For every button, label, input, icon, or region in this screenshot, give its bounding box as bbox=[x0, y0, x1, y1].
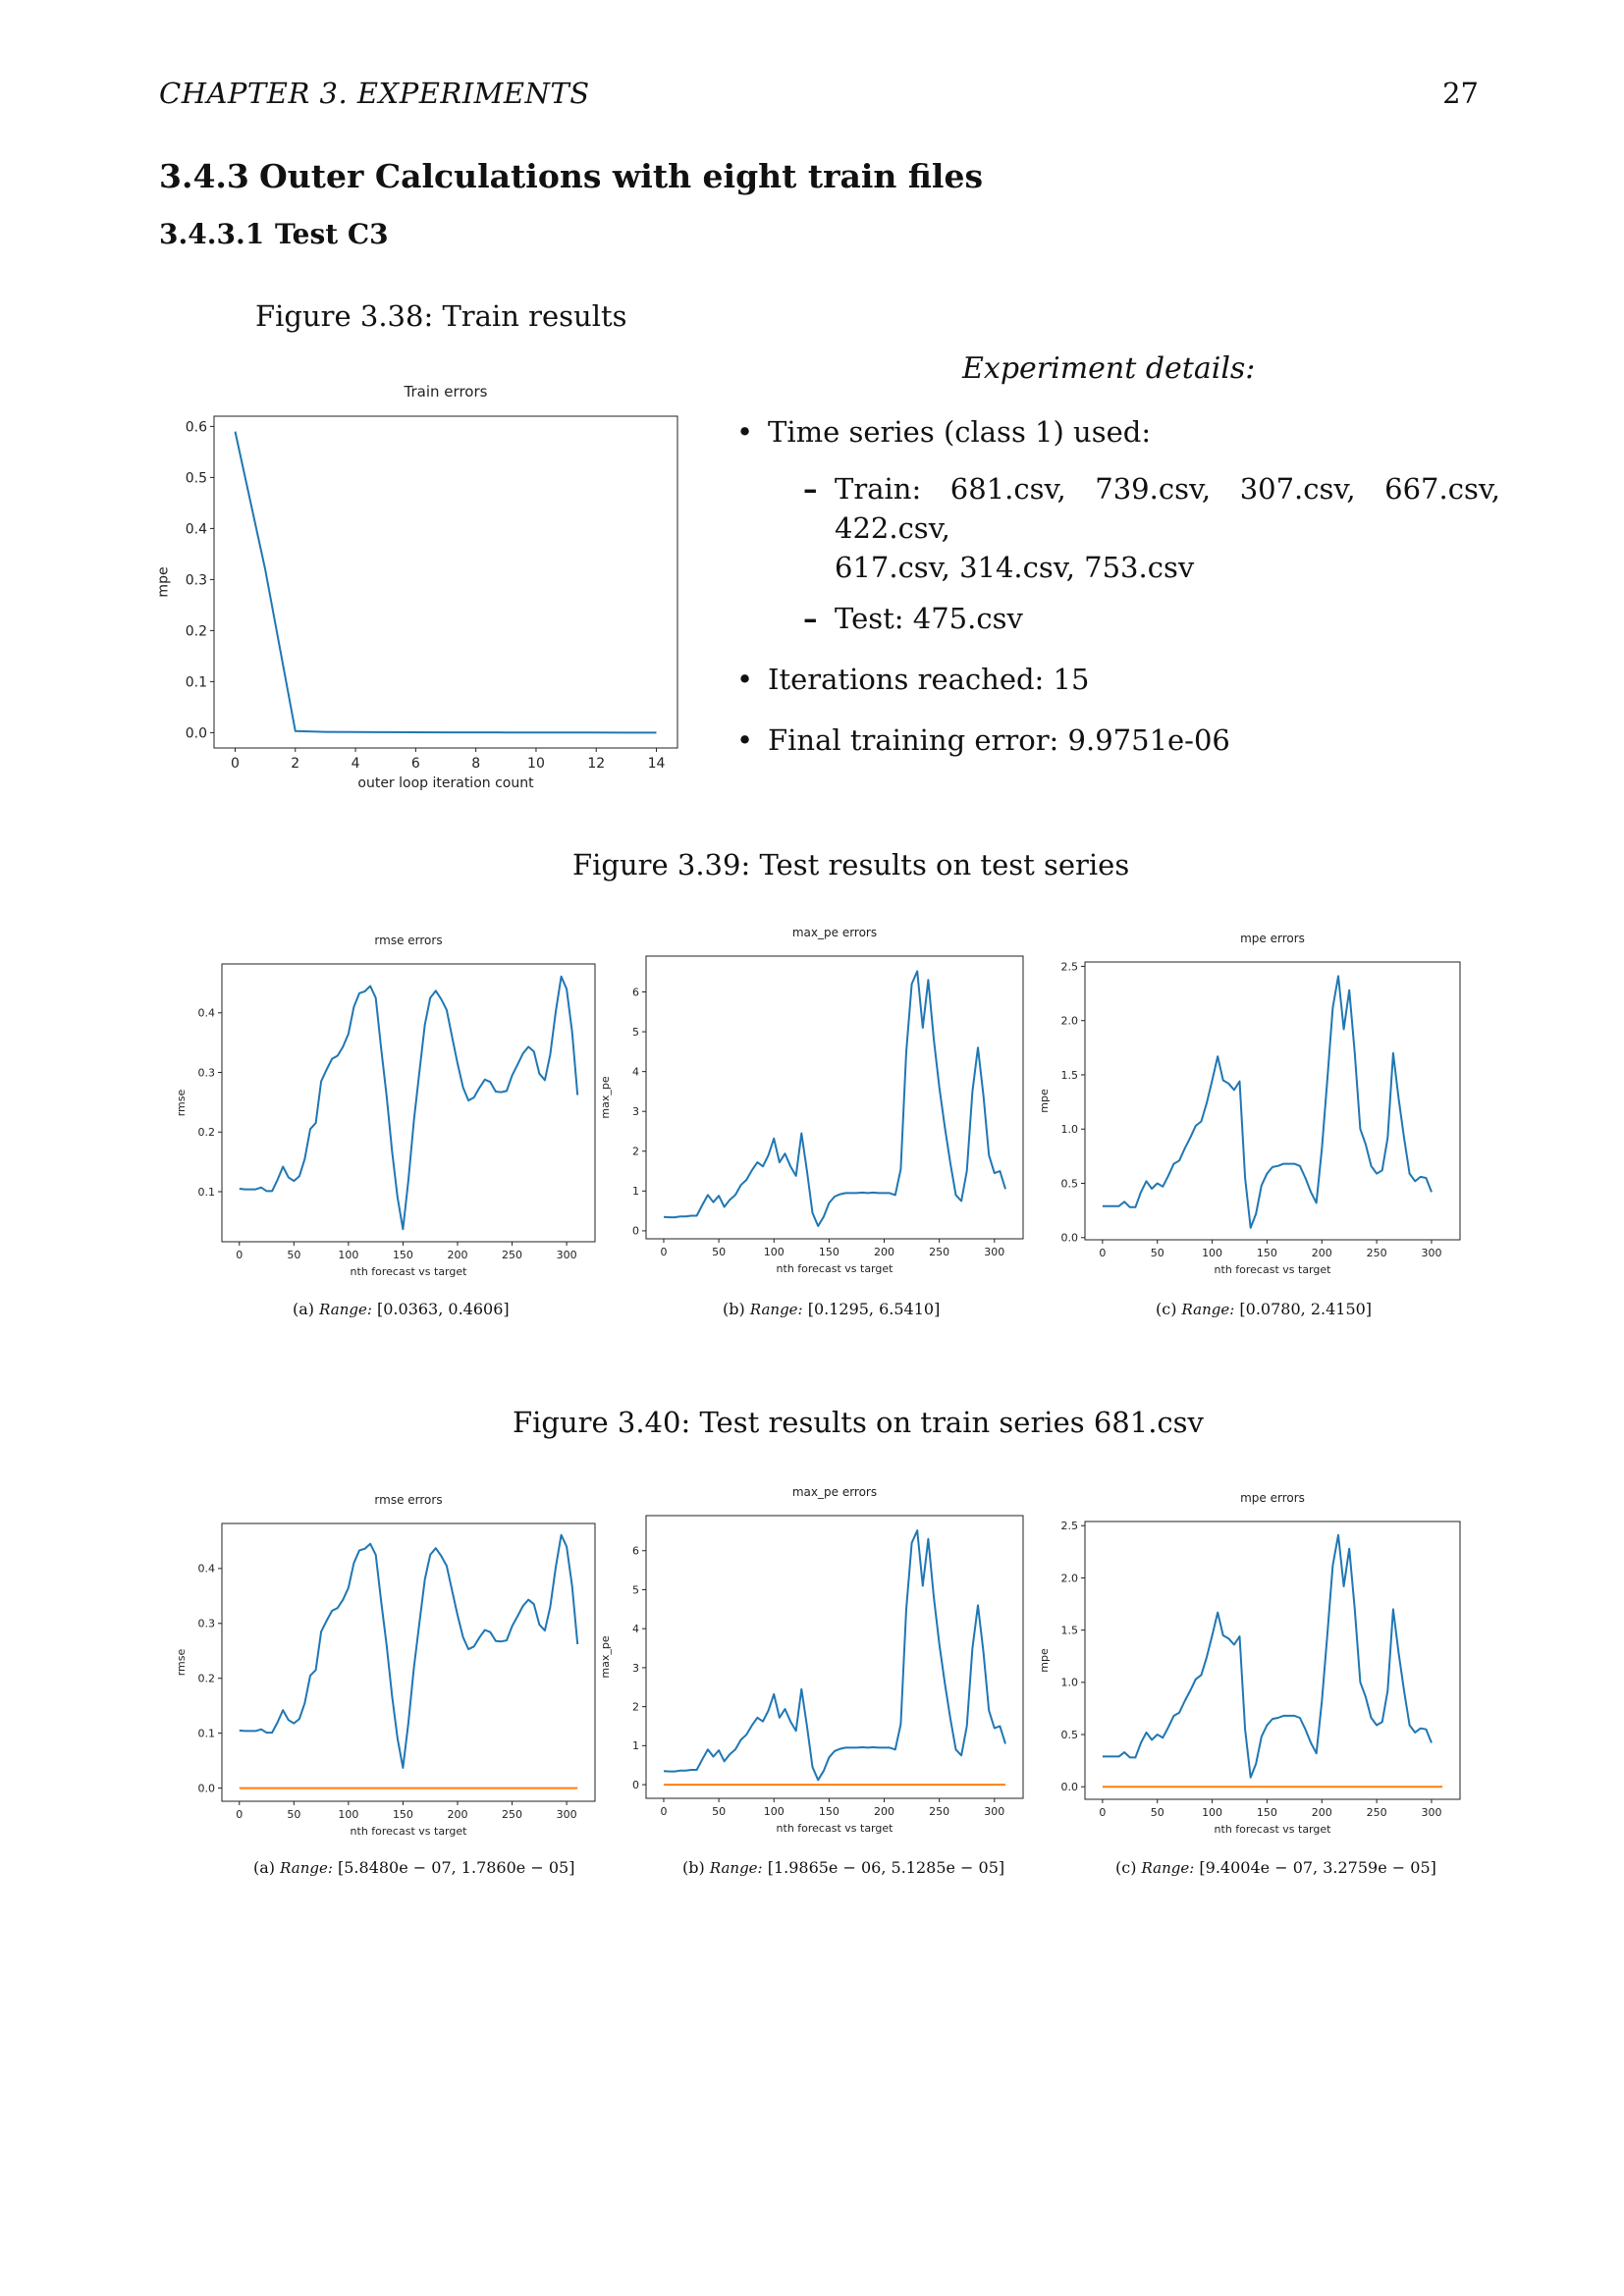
subcaption-range: [9.4004e − 07, 3.2759e − 05] bbox=[1199, 1858, 1436, 1877]
x-tick-label: 6 bbox=[410, 756, 420, 772]
subcaption-label: (c) bbox=[1156, 1300, 1177, 1318]
y-axis-label: mpe bbox=[1037, 1089, 1051, 1113]
x-tick-label: 0 bbox=[1099, 1806, 1107, 1819]
subcaption-range: [0.1295, 6.5410] bbox=[807, 1300, 941, 1318]
subcaption-label: (a) bbox=[293, 1300, 315, 1318]
subcaption-train-c bbox=[1115, 1858, 1436, 1877]
x-tick-label: 300 bbox=[984, 1805, 1005, 1818]
y-tick-label: 6 bbox=[632, 1544, 639, 1558]
subcaption-range-word: Range: bbox=[749, 1301, 803, 1318]
x-tick-label: 250 bbox=[502, 1249, 523, 1261]
x-tick-label: 100 bbox=[1202, 1806, 1223, 1819]
x-tick-label: 8 bbox=[471, 756, 481, 772]
x-tick-label: 50 bbox=[712, 1246, 727, 1258]
x-tick-label: 150 bbox=[818, 1246, 839, 1258]
subcaption-range: [0.0363, 0.4606] bbox=[377, 1300, 510, 1318]
subcaption-range-word: Range: bbox=[280, 1859, 333, 1877]
subcaption-train-b bbox=[682, 1858, 1004, 1877]
train681-maxpe-chart bbox=[599, 1470, 1031, 1839]
train681-mpe-chart bbox=[1036, 1477, 1468, 1845]
section-number: 3.4.3 bbox=[159, 157, 249, 195]
test-mpe-chart bbox=[1036, 918, 1468, 1286]
subcaption-label: (b) bbox=[723, 1300, 745, 1318]
y-tick-label: 1 bbox=[632, 1739, 639, 1753]
x-axis-label: nth forecast vs target bbox=[1214, 1263, 1331, 1276]
subcaption-range-word: Range: bbox=[1181, 1301, 1235, 1318]
subsection-heading bbox=[159, 218, 389, 250]
y-axis-label: max_pe bbox=[598, 1076, 612, 1119]
x-tick-label: 0 bbox=[660, 1805, 668, 1818]
series-label: Time series (class 1) used: bbox=[768, 415, 1152, 449]
y-tick-label: 0.5 bbox=[1060, 1177, 1078, 1191]
experiment-details-title: Experiment details: bbox=[962, 351, 1256, 386]
y-tick-label: 0.3 bbox=[197, 1066, 215, 1080]
running-head: CHAPTER 3. EXPERIMENTS bbox=[159, 77, 590, 110]
series-line bbox=[1103, 976, 1432, 1227]
series-sublist bbox=[768, 469, 1500, 638]
subcaption-range-word: Range: bbox=[1141, 1859, 1195, 1877]
x-tick-label: 150 bbox=[1256, 1247, 1277, 1259]
y-tick-label: 2.5 bbox=[1060, 1520, 1078, 1533]
x-tick-label: 0 bbox=[236, 1808, 244, 1821]
x-tick-label: 200 bbox=[447, 1808, 468, 1821]
subcaption-range: [1.9865e − 06, 5.1285e − 05] bbox=[767, 1858, 1005, 1877]
y-tick-label: 0.4 bbox=[197, 1006, 215, 1020]
y-tick-label: 3 bbox=[632, 1105, 639, 1119]
x-tick-label: 100 bbox=[338, 1249, 359, 1261]
x-tick-label: 300 bbox=[1421, 1247, 1442, 1259]
experiment-details-list bbox=[734, 412, 1500, 781]
x-tick-label: 50 bbox=[287, 1808, 301, 1821]
x-tick-label: 0 bbox=[236, 1249, 244, 1261]
y-tick-label: 0.4 bbox=[197, 1562, 215, 1575]
x-tick-label: 300 bbox=[1421, 1806, 1442, 1819]
x-tick-label: 150 bbox=[818, 1805, 839, 1818]
x-tick-label: 150 bbox=[392, 1808, 413, 1821]
chart-title: max_pe errors bbox=[791, 1485, 878, 1499]
y-tick-label: 0.5 bbox=[185, 470, 207, 487]
plot-frame bbox=[222, 964, 595, 1242]
subcaption-train-a bbox=[253, 1858, 574, 1877]
x-tick-label: 12 bbox=[587, 756, 606, 772]
subcaption-range-word: Range: bbox=[709, 1859, 763, 1877]
section-title: Outer Calculations with eight train files bbox=[259, 157, 984, 195]
y-tick-label: 0.0 bbox=[185, 725, 207, 742]
y-axis-label: rmse bbox=[174, 1648, 188, 1677]
y-tick-label: 2.0 bbox=[1060, 1014, 1078, 1028]
plot-frame bbox=[1085, 1522, 1460, 1799]
subcaption-range-word: Range: bbox=[319, 1301, 372, 1318]
subcaption-range: [0.0780, 2.4150] bbox=[1239, 1300, 1373, 1318]
x-tick-label: 200 bbox=[447, 1249, 468, 1261]
train-errors-chart bbox=[157, 363, 687, 815]
y-tick-label: 4 bbox=[632, 1065, 639, 1079]
subcaption-label: (a) bbox=[253, 1858, 276, 1877]
y-axis-label: max_pe bbox=[598, 1635, 612, 1679]
chart-title: mpe errors bbox=[1240, 932, 1305, 945]
chart-title: rmse errors bbox=[374, 1493, 443, 1507]
series-line bbox=[664, 1530, 1005, 1780]
x-tick-label: 0 bbox=[1099, 1247, 1107, 1259]
x-tick-label: 300 bbox=[984, 1246, 1005, 1258]
x-tick-label: 200 bbox=[874, 1805, 895, 1818]
subcaption-test-a bbox=[293, 1300, 510, 1318]
x-tick-label: 250 bbox=[1366, 1806, 1387, 1819]
y-tick-label: 1.5 bbox=[1060, 1068, 1078, 1082]
train-files-line2: 617.csv, 314.csv, 753.csv bbox=[835, 551, 1195, 584]
y-tick-label: 2.0 bbox=[1060, 1572, 1078, 1585]
y-tick-label: 0.0 bbox=[197, 1782, 215, 1795]
figure-caption-test: Figure 3.39: Test results on test series bbox=[572, 848, 1130, 881]
detail-iterations: • Iterations reached: 15 bbox=[734, 660, 1500, 699]
x-axis-label: nth forecast vs target bbox=[350, 1825, 467, 1838]
plot-frame bbox=[646, 1516, 1023, 1798]
series-line bbox=[236, 432, 657, 733]
x-axis-label: nth forecast vs target bbox=[1214, 1823, 1331, 1836]
subcaption-test-c bbox=[1156, 1300, 1372, 1318]
y-tick-label: 4 bbox=[632, 1623, 639, 1636]
chart-title: Train errors bbox=[404, 383, 488, 400]
section-heading bbox=[159, 157, 983, 195]
subsection-title: Test C3 bbox=[275, 218, 389, 250]
detail-series bbox=[734, 412, 1500, 638]
x-axis-label: nth forecast vs target bbox=[776, 1822, 893, 1835]
y-axis-label: mpe bbox=[155, 566, 172, 598]
x-tick-label: 250 bbox=[929, 1805, 950, 1818]
train-files-item bbox=[768, 469, 1500, 587]
x-axis-label: nth forecast vs target bbox=[776, 1262, 893, 1275]
x-tick-label: 250 bbox=[502, 1808, 523, 1821]
plot-frame bbox=[222, 1523, 595, 1801]
x-tick-label: 100 bbox=[1202, 1247, 1223, 1259]
y-tick-label: 0.3 bbox=[185, 572, 207, 589]
figure-caption-train: Figure 3.38: Train results bbox=[255, 299, 627, 333]
y-tick-label: 0.1 bbox=[185, 674, 207, 691]
y-tick-label: 5 bbox=[632, 1025, 639, 1039]
y-tick-label: 3 bbox=[632, 1661, 639, 1675]
x-tick-label: 50 bbox=[712, 1805, 727, 1818]
plot-frame bbox=[214, 416, 677, 748]
figure-caption-train-series: Figure 3.40: Test results on train series 681.csv bbox=[513, 1406, 1204, 1439]
x-tick-label: 200 bbox=[1311, 1247, 1332, 1259]
y-axis-label: rmse bbox=[174, 1089, 188, 1117]
y-tick-label: 1 bbox=[632, 1185, 639, 1199]
series-line bbox=[240, 1535, 577, 1768]
y-tick-label: 1.0 bbox=[1060, 1123, 1078, 1137]
y-tick-label: 0.2 bbox=[185, 623, 207, 640]
x-tick-label: 0 bbox=[230, 756, 240, 772]
page-number: 27 bbox=[1442, 77, 1479, 110]
test-rmse-chart bbox=[167, 918, 599, 1286]
x-tick-label: 100 bbox=[763, 1246, 785, 1258]
train681-rmse-chart bbox=[167, 1477, 599, 1845]
test-file-item: – Test: 475.csv bbox=[768, 599, 1500, 638]
y-tick-label: 0.5 bbox=[1060, 1728, 1078, 1741]
y-tick-label: 2 bbox=[632, 1700, 639, 1714]
subcaption-label: (b) bbox=[682, 1858, 705, 1877]
x-tick-label: 50 bbox=[287, 1249, 301, 1261]
series-line bbox=[240, 977, 577, 1229]
y-tick-label: 5 bbox=[632, 1583, 639, 1597]
x-tick-label: 300 bbox=[556, 1808, 577, 1821]
series-line bbox=[664, 971, 1005, 1226]
x-tick-label: 150 bbox=[1256, 1806, 1277, 1819]
train-files-line1: Train: 681.csv, 739.csv, 307.csv, 667.csv, 422.csv, bbox=[835, 472, 1500, 545]
x-tick-label: 150 bbox=[392, 1249, 413, 1261]
y-tick-label: 0.2 bbox=[197, 1126, 215, 1140]
y-tick-label: 0 bbox=[632, 1778, 639, 1791]
test-maxpe-chart bbox=[599, 911, 1031, 1279]
chart-title: max_pe errors bbox=[791, 926, 878, 939]
x-tick-label: 0 bbox=[660, 1246, 668, 1258]
subcaption-range: [5.8480e − 07, 1.7860e − 05] bbox=[338, 1858, 575, 1877]
x-tick-label: 250 bbox=[1366, 1247, 1387, 1259]
x-tick-label: 50 bbox=[1150, 1247, 1164, 1259]
x-tick-label: 10 bbox=[527, 756, 545, 772]
x-tick-label: 200 bbox=[1311, 1806, 1332, 1819]
y-tick-label: 1.5 bbox=[1060, 1624, 1078, 1637]
detail-final-error: • Final training error: 9.9751e-06 bbox=[734, 721, 1500, 760]
x-axis-label: outer loop iteration count bbox=[357, 775, 534, 791]
x-tick-label: 4 bbox=[351, 756, 360, 772]
subcaption-label: (c) bbox=[1115, 1858, 1137, 1877]
y-tick-label: 6 bbox=[632, 986, 639, 999]
y-tick-label: 0.1 bbox=[197, 1727, 215, 1740]
y-tick-label: 1.0 bbox=[1060, 1676, 1078, 1689]
chart-title: rmse errors bbox=[374, 934, 443, 947]
chart-title: mpe errors bbox=[1240, 1491, 1305, 1505]
subcaption-test-b bbox=[723, 1300, 940, 1318]
x-tick-label: 200 bbox=[874, 1246, 895, 1258]
x-tick-label: 2 bbox=[291, 756, 300, 772]
y-tick-label: 0.3 bbox=[197, 1617, 215, 1630]
series-line bbox=[1103, 1535, 1432, 1778]
x-axis-label: nth forecast vs target bbox=[350, 1265, 467, 1278]
x-tick-label: 300 bbox=[556, 1249, 577, 1261]
y-tick-label: 0.0 bbox=[1060, 1781, 1078, 1794]
x-tick-label: 100 bbox=[763, 1805, 785, 1818]
x-tick-label: 100 bbox=[338, 1808, 359, 1821]
y-tick-label: 0.0 bbox=[1060, 1231, 1078, 1245]
y-tick-label: 2 bbox=[632, 1145, 639, 1158]
y-tick-label: 0.6 bbox=[185, 419, 207, 436]
y-tick-label: 0.2 bbox=[197, 1672, 215, 1685]
plot-frame bbox=[1085, 962, 1460, 1240]
y-tick-label: 0.4 bbox=[185, 521, 207, 538]
x-tick-label: 250 bbox=[929, 1246, 950, 1258]
y-tick-label: 0.1 bbox=[197, 1185, 215, 1199]
x-tick-label: 50 bbox=[1150, 1806, 1164, 1819]
subsection-number: 3.4.3.1 bbox=[159, 218, 265, 250]
y-axis-label: mpe bbox=[1037, 1648, 1051, 1673]
x-tick-label: 14 bbox=[647, 756, 666, 772]
y-tick-label: 0 bbox=[632, 1224, 639, 1238]
y-tick-label: 2.5 bbox=[1060, 960, 1078, 974]
